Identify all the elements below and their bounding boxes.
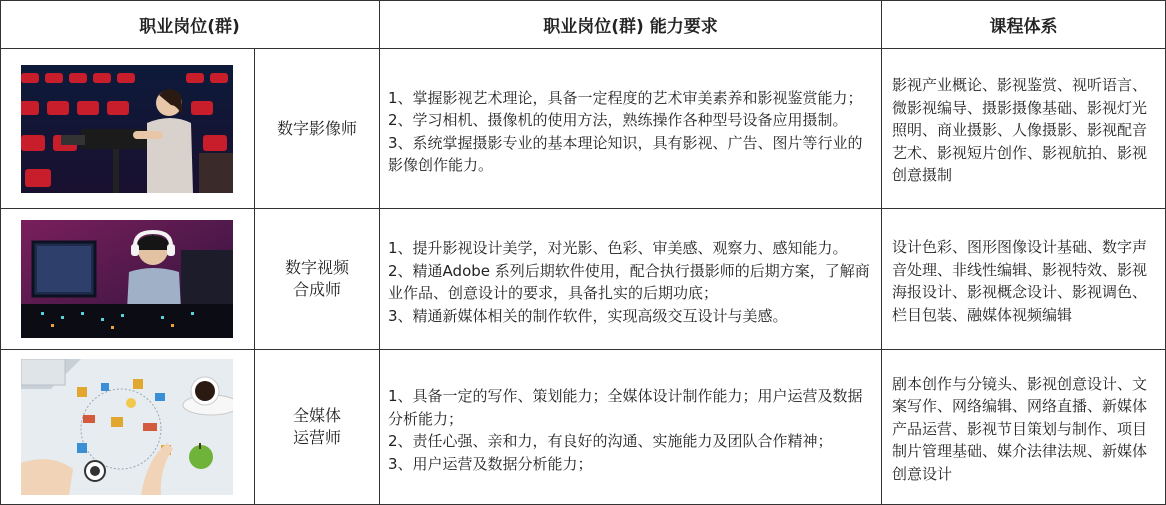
course-list: 设计色彩、图形图像设计基础、数字声音处理、非线性编辑、影视特效、影视海报设计、影视概念设计、影视调色、栏目包装、融媒体视频编辑 <box>892 238 1148 324</box>
requirement-item: 3、用户运营及数据分析能力； <box>388 454 593 473</box>
requirement-item: 1、提升影视设计美学，对光影、色彩、审美感、观察力、感知能力。 <box>388 239 848 257</box>
row-2-image-cell <box>0 209 255 350</box>
course-list: 影视产业概论、影视鉴赏、视听语言、微影视编导、摄影摄像基础、影视灯光照明、商业摄影、人像摄影、影视配音艺术、影视短片创作、影视航拍、影视创意摄制 <box>892 76 1148 185</box>
requirement-item: 3、系统掌握摄影专业的基本理论知识，具有影视、广告、图片等行业的影像创作能力。 <box>388 133 863 174</box>
requirement-item: 2、学习相机、摄像机的使用方法，熟练操作各种型号设备应用摄制。 <box>388 111 848 129</box>
header-requirements: 职业岗位(群) 能力要求 <box>380 0 882 49</box>
header-role: 职业岗位(群) <box>0 0 380 49</box>
requirement-item: 3、精通新媒体相关的制作软件，实现高级交互设计与美感。 <box>388 306 788 325</box>
requirement-item: 2、责任心强、亲和力，有良好的沟通、实施能力及团队合作精神； <box>388 432 833 450</box>
row-1-requirements <box>380 49 882 209</box>
requirement-item: 1、掌握影视艺术理论，具备一定程度的艺术审美素养和影视鉴赏能力； <box>388 88 863 107</box>
row-2-role <box>255 209 380 350</box>
row-3-requirements <box>380 350 882 505</box>
header-courses: 课程体系 <box>882 0 1166 49</box>
row-3-image-cell <box>0 350 255 505</box>
row-2-courses <box>882 209 1166 350</box>
course-list: 剧本创作与分镜头、影视创意设计、文案写作、网络编辑、网络直播、新媒体产品运营、影视节目策划与制作、项目制片管理基础、媒介法律法规、新媒体创意设计 <box>892 374 1148 483</box>
row-2-requirements <box>380 209 882 350</box>
row-3-role <box>255 350 380 505</box>
video-editor-photo <box>21 220 233 338</box>
row-3-courses <box>882 350 1166 505</box>
role-title-media-operator: 全媒体 运营师 <box>292 406 341 447</box>
row-1-role <box>255 49 380 209</box>
row-1-courses <box>882 49 1166 209</box>
row-1-image-cell <box>0 49 255 209</box>
role-title-video-compositor: 数字视频 合成师 <box>284 258 349 299</box>
requirement-item: 2、精通Adobe 系列后期软件使用，配合执行摄影师的后期方案，了解商业作品、创意设计的要求，具备扎实的后期功底； <box>388 261 870 302</box>
videographer-photo <box>21 65 233 193</box>
media-operations-photo <box>21 359 233 495</box>
role-title-videographer: 数字影像师 <box>276 118 357 138</box>
requirement-item: 1、具备一定的写作、策划能力；全媒体设计制作能力；用户运营及数据分析能力； <box>388 387 863 428</box>
